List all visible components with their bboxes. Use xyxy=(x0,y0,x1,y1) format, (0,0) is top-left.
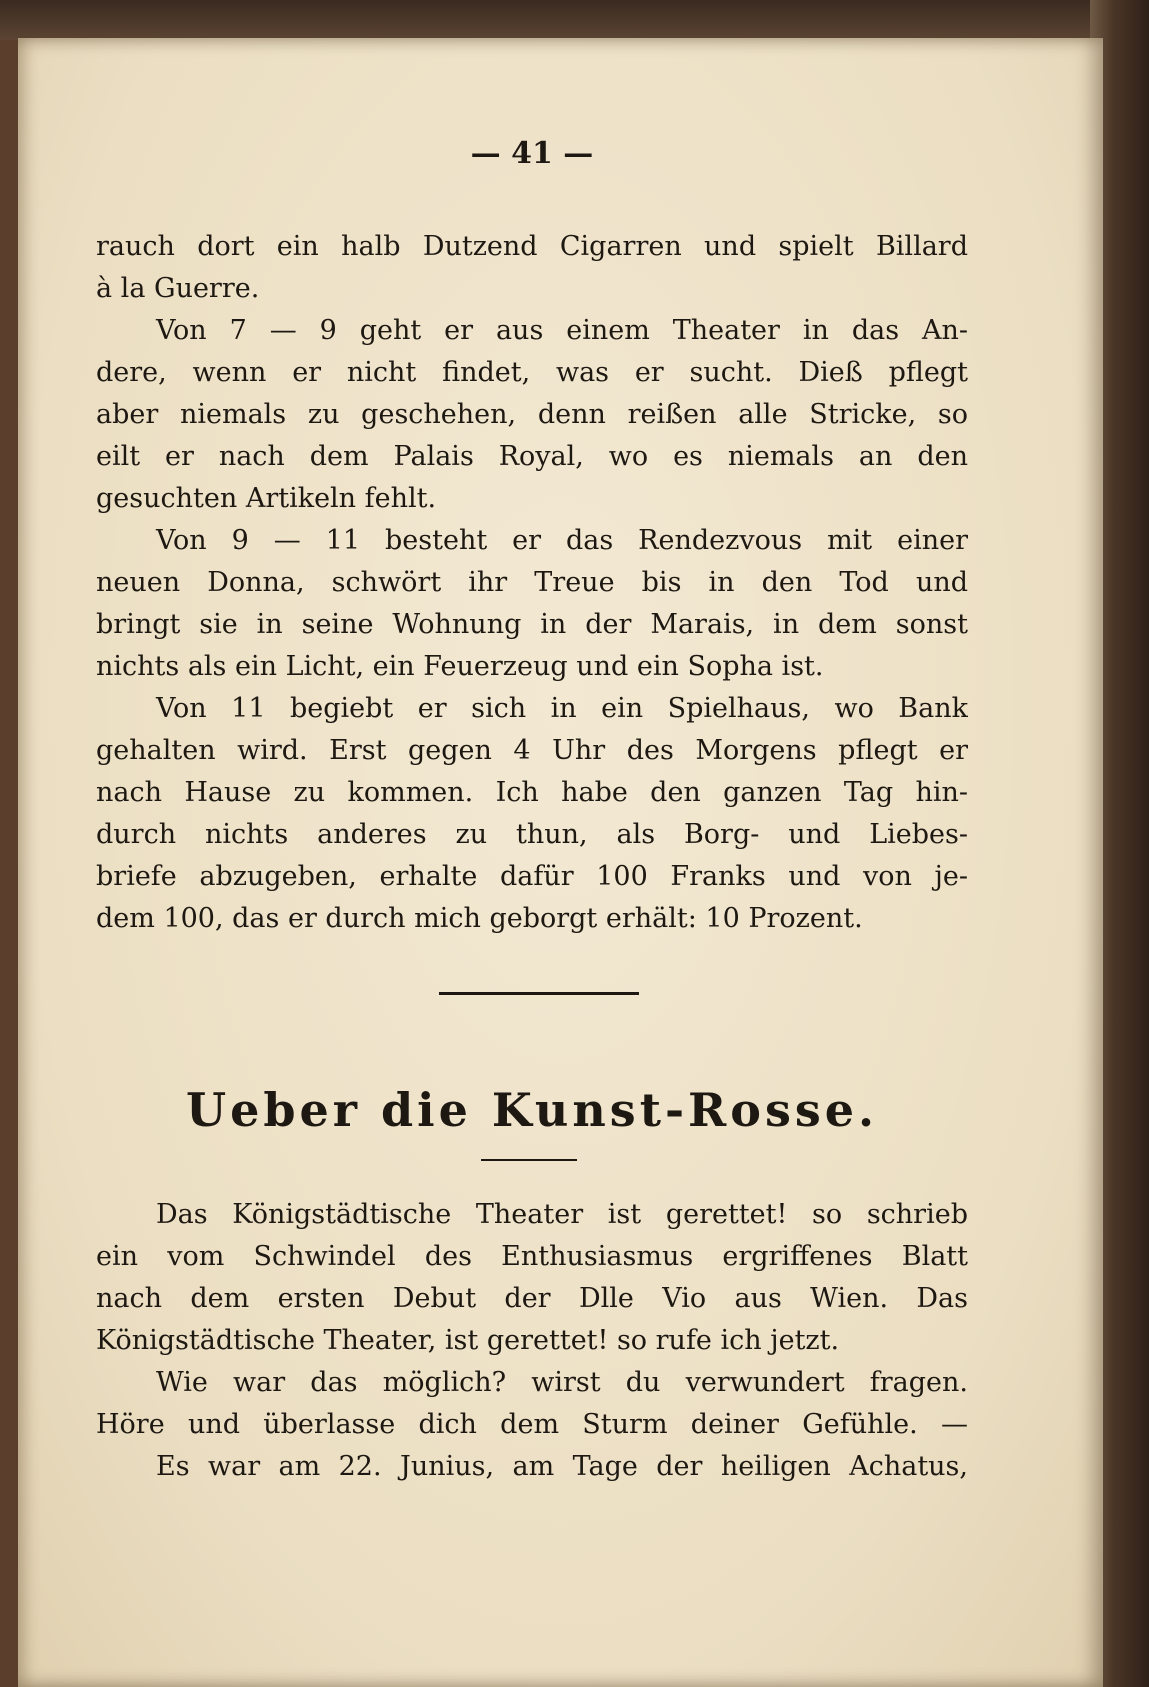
text-line: gesuchten Artikeln fehlt. xyxy=(96,483,437,514)
text-line: Von 11 begiebt er sich in ein Spielhaus, wo Bank xyxy=(156,693,968,724)
text-line: Königstädtische Theater, ist gerettet! so rufe ich jetzt. xyxy=(96,1325,840,1356)
text-line: Wie war das möglich? wirst du verwundert fragen. xyxy=(156,1367,968,1398)
paragraph xyxy=(96,520,968,688)
paragraph xyxy=(96,310,968,520)
text-line: ein vom Schwindel des Enthusiasmus ergriffenes Blatt xyxy=(96,1241,968,1272)
page-number: — 41 — xyxy=(470,136,594,171)
text-line: nach Hause zu kommen. Ich habe den ganzen Tag hin- xyxy=(96,777,968,808)
text-line: nichts als ein Licht, ein Feuerzeug und ein Sopha ist. xyxy=(96,651,824,682)
text-line: Das Königstädtische Theater ist gerettet! so schrieb xyxy=(156,1199,968,1230)
heading-underline xyxy=(481,1159,577,1161)
text-line: dere, wenn er nicht findet, was er sucht. Dieß pflegt xyxy=(96,357,968,388)
text-line: neuen Donna, schwört ihr Treue bis in den Tod und xyxy=(96,567,968,598)
paragraph xyxy=(96,1362,968,1446)
text-line: dem 100, das er durch mich geborgt erhält: 10 Prozent. xyxy=(96,903,863,934)
book-page xyxy=(18,38,1103,1687)
paragraph xyxy=(96,1446,968,1488)
book-edge-top xyxy=(0,0,1149,40)
paragraph xyxy=(96,688,968,940)
text-line: briefe abzugeben, erhalte dafür 100 Franks und von je- xyxy=(96,861,968,892)
text-line: Es war am 22. Junius, am Tage der heiligen Achatus, xyxy=(156,1451,968,1482)
text-line: gehalten wird. Erst gegen 4 Uhr des Morgens pflegt er xyxy=(96,735,968,766)
text-line: aber niemals zu geschehen, denn reißen alle Stricke, so xyxy=(96,399,968,430)
text-line: Höre und überlasse dich dem Sturm deiner Gefühle. — xyxy=(96,1409,968,1440)
text-line: eilt er nach dem Palais Royal, wo es niemals an den xyxy=(96,441,968,472)
text-line: durch nichts anderes zu thun, als Borg- und Liebes- xyxy=(96,819,968,850)
text-line: nach dem ersten Debut der Dlle Vio aus Wien. Das xyxy=(96,1283,968,1314)
text-line: rauch dort ein halb Dutzend Cigarren und spielt Billard xyxy=(96,231,968,262)
text-line: Von 9 — 11 besteht er das Rendezvous mit einer xyxy=(156,525,968,556)
section-divider xyxy=(439,992,639,995)
paragraph xyxy=(96,226,968,310)
paragraph xyxy=(96,1194,968,1362)
text-line: Von 7 — 9 geht er aus einem Theater in das An- xyxy=(156,315,968,346)
text-line: à la Guerre. xyxy=(96,273,260,304)
page-content xyxy=(96,38,968,1687)
section-heading: Ueber die Kunst-Rosse. xyxy=(185,1083,879,1137)
text-line: bringt sie in seine Wohnung in der Marais, in dem sonst xyxy=(96,609,968,640)
